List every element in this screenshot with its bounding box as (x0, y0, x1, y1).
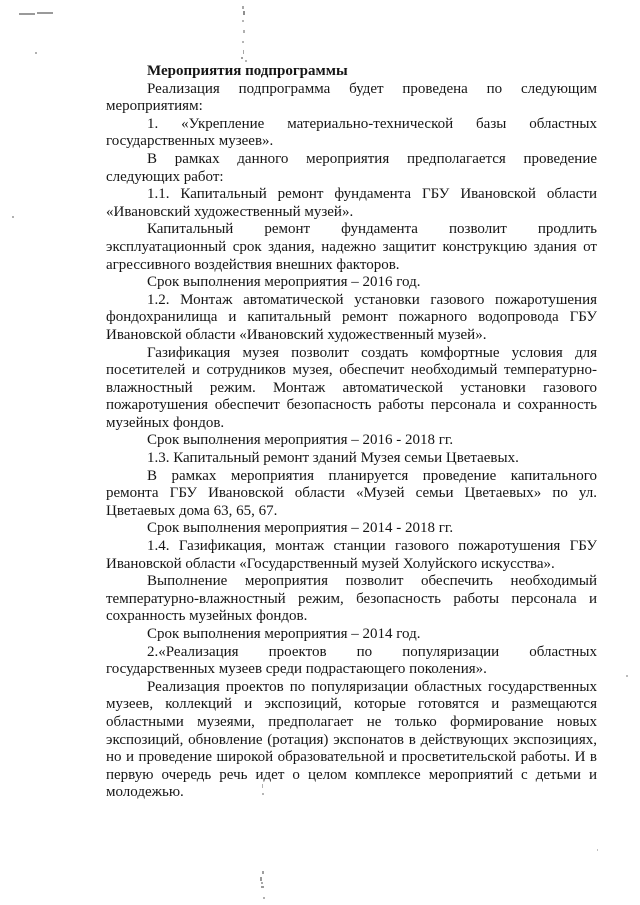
paragraph: Капитальный ремонт фундамента позволит продлить эксплуатационный срок здания, надежно защитит конструкцию здания от агрессивного воздействия внешних факторов. (106, 221, 597, 273)
scan-speck (242, 41, 244, 43)
scan-speck (245, 60, 247, 62)
paragraph: 1. «Укрепление материально-технической базы областных государственных музеев». (106, 115, 597, 150)
paragraph: Реализация подпрограмма будет проведена по следующим мероприятиям: (106, 80, 597, 115)
paragraph: Реализация проектов по популяризации областных государственных музеев, коллекций и экспозиций, которые готовятся и размещаются областными музеями, предполагает не только формирование новых экспозиций, обновление (ротация) экспонатов в действующих экспозициях, но и проведение широкой образовательной и просветительской работы. И в первую очередь речь идет о целом комплексе мероприятий с детьми и молодежью. (106, 678, 597, 801)
scan-speck (243, 30, 245, 33)
paragraph: 1.2. Монтаж автоматической установки газового пожаротушения фондохранилища и капитальный ремонт пожарного водопровода ГБУ Ивановской области «Ивановский художественный музей». (106, 291, 597, 343)
scan-speck (626, 675, 628, 677)
scan-speck (263, 897, 265, 899)
document-text-block (106, 63, 597, 802)
paragraph: Срок выполнения мероприятия – 2014 - 2018 гг. (147, 520, 454, 537)
scan-speck (35, 52, 37, 54)
scan-speck (243, 50, 244, 54)
scan-speck (242, 6, 244, 9)
paragraph: Срок выполнения мероприятия – 2014 год. (147, 626, 421, 642)
paragraph: Срок выполнения мероприятия – 2016 - 2018 гг. (147, 432, 454, 449)
paragraph: 1.4. Газификация, монтаж станции газового пожаротушения ГБУ Ивановской области «Государственный музей Холуйского искусства». (106, 538, 597, 572)
scan-speck (261, 882, 263, 884)
paragraph: В рамках данного мероприятия предполагается проведение следующих работ: (106, 150, 597, 185)
paragraph: 2.«Реализация проектов по популяризации областных государственных музеев среди подрастающего поколения». (106, 643, 597, 678)
scan-dash-artifact (19, 13, 35, 15)
scan-speck (597, 849, 598, 851)
paragraph: 1.3. Капитальный ремонт зданий Музея семьи Цветаевых. (147, 450, 519, 467)
scan-speck (262, 871, 264, 874)
scan-speck (261, 886, 264, 888)
scan-speck (242, 20, 244, 22)
paragraph: В рамках мероприятия планируется проведение капитального ремонта ГБУ Ивановской области «Музей семьи Цветаевых» по ул. Цветаевых дома 63, 65, 67. (106, 467, 597, 519)
scan-speck (12, 216, 14, 218)
paragraph: Срок выполнения мероприятия – 2016 год. (147, 274, 421, 291)
scan-speck (241, 57, 243, 59)
document-heading: Мероприятия подпрограммы (147, 63, 348, 79)
paragraph: Выполнение мероприятия позволит обеспечить необходимый температурно-влажностный режим, безопасность работы персонала и сохранность музейных фондов. (106, 573, 597, 625)
scan-speck (260, 877, 262, 881)
scan-speck (243, 11, 245, 15)
paragraph: Газификация музея позволит создать комфортные условия для посетителей и сотрудников музея, обеспечит необходимый температурно-влажностный режим. Монтаж автоматической установки газового пожаротушения обеспечит безопасность работы персонала и сохранность музейных фондов. (106, 344, 597, 431)
paragraph: 1.1. Капитальный ремонт фундамента ГБУ Ивановской области «Ивановский художественный музей». (106, 186, 597, 220)
scan-dash-artifact (37, 12, 53, 14)
